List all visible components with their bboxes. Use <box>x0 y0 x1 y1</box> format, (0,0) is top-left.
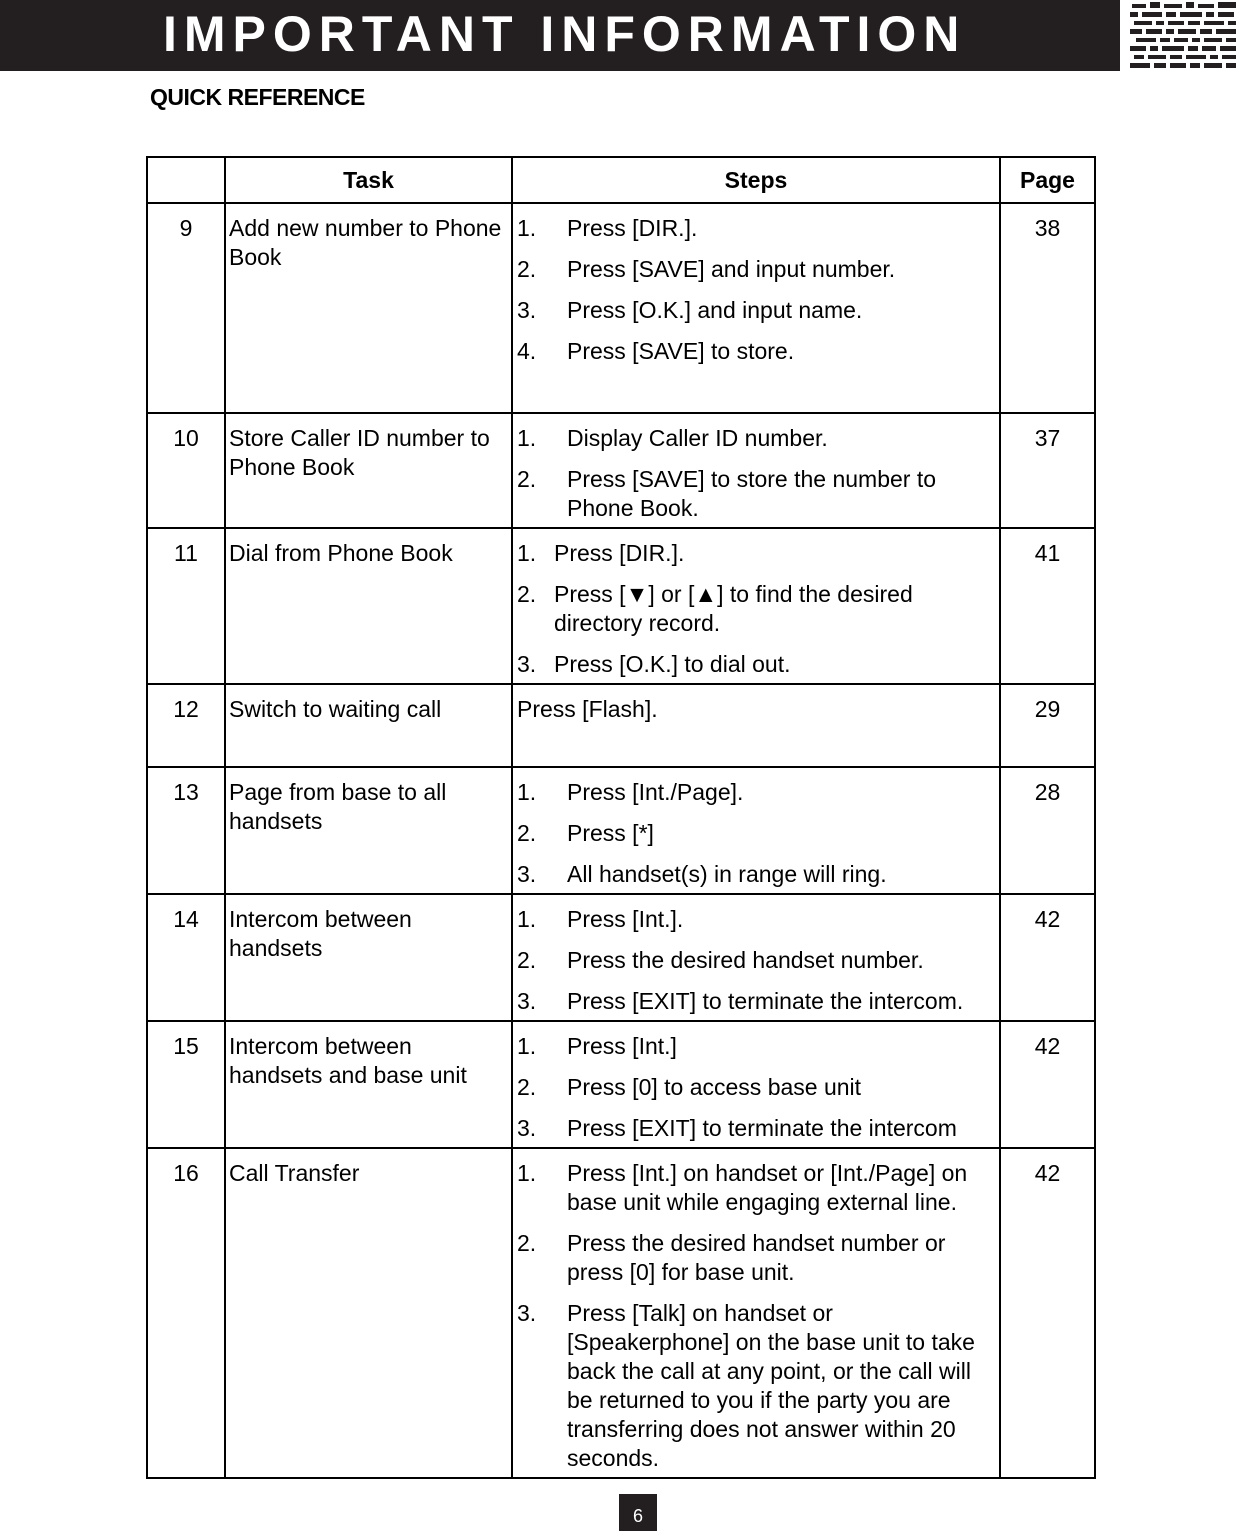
step-number: 1. <box>517 1160 537 1186</box>
steps-cell <box>512 894 1000 1021</box>
task-cell: Intercom between handsets <box>225 894 512 1021</box>
step-item <box>517 946 997 975</box>
table-row <box>147 413 1095 528</box>
table-row <box>147 1021 1095 1148</box>
row-number: 14 <box>147 894 225 1021</box>
steps-cell <box>512 413 1000 528</box>
step-item <box>517 1114 997 1143</box>
step-text: Press [Flash]. <box>517 696 658 722</box>
step-item <box>517 695 997 724</box>
page-ref-cell: 42 <box>1000 1021 1095 1148</box>
steps-cell <box>512 203 1000 413</box>
step-item <box>517 860 997 889</box>
page-title: IMPORTANT INFORMATION <box>163 6 967 62</box>
step-text: Press [O.K.] and input name. <box>567 297 863 323</box>
steps-cell <box>512 528 1000 684</box>
table-row <box>147 528 1095 684</box>
task-cell: Call Transfer <box>225 1148 512 1478</box>
table-header-row <box>147 157 1095 203</box>
step-item <box>517 580 997 638</box>
step-text: Press [Int.]. <box>567 906 684 932</box>
page-ref-cell: 28 <box>1000 767 1095 894</box>
step-number: 2. <box>517 820 537 846</box>
step-number: 2. <box>517 1230 537 1256</box>
section-title: QUICK REFERENCE <box>150 84 365 110</box>
step-text: Press [SAVE] to store the number to Phone Book. <box>567 466 937 521</box>
task-cell: Page from base to all handsets <box>225 767 512 894</box>
step-number: 1. <box>517 540 537 566</box>
step-number: 2. <box>517 1074 537 1100</box>
step-number: 3. <box>517 651 537 677</box>
page-ref-cell: 41 <box>1000 528 1095 684</box>
task-cell: Intercom between handsets and base unit <box>225 1021 512 1148</box>
step-number: 3. <box>517 988 537 1014</box>
step-text: Press [0] to access base unit <box>567 1074 862 1100</box>
column-header-page: Page <box>1000 157 1095 203</box>
table-row <box>147 684 1095 767</box>
row-number: 15 <box>147 1021 225 1148</box>
step-text: Press [Int.] <box>567 1033 677 1059</box>
step-text: Press [*] <box>567 820 654 846</box>
step-item <box>517 778 997 807</box>
task-cell: Dial from Phone Book <box>225 528 512 684</box>
step-number: 2. <box>517 466 537 492</box>
step-item <box>517 650 997 679</box>
page-ref-cell: 42 <box>1000 1148 1095 1478</box>
steps-cell <box>512 1148 1000 1478</box>
step-item <box>517 255 997 284</box>
row-number: 9 <box>147 203 225 413</box>
step-item <box>517 296 997 325</box>
step-text: Press the desired handset number. <box>567 947 924 973</box>
step-item <box>517 214 997 243</box>
step-item <box>517 1032 997 1061</box>
steps-cell <box>512 767 1000 894</box>
step-item <box>517 987 997 1016</box>
row-number: 16 <box>147 1148 225 1478</box>
step-number: 3. <box>517 1300 537 1326</box>
step-text: Press [Int.] on handset or [Int./Page] on base unit while engaging external line. <box>567 1160 968 1215</box>
step-number: 1. <box>517 425 537 451</box>
table-row <box>147 894 1095 1021</box>
step-number: 2. <box>517 947 537 973</box>
page-ref-cell: 29 <box>1000 684 1095 767</box>
page-ref-cell: 37 <box>1000 413 1095 528</box>
table-row <box>147 1148 1095 1478</box>
step-item <box>517 819 997 848</box>
step-text: Press [DIR.]. <box>554 540 685 566</box>
step-number: 3. <box>517 297 537 323</box>
row-number: 13 <box>147 767 225 894</box>
step-text: All handset(s) in range will ring. <box>567 861 887 887</box>
quick-reference-table <box>146 156 1096 1479</box>
step-text: Press [SAVE] to store. <box>567 338 795 364</box>
step-number: 4. <box>517 338 537 364</box>
step-number: 3. <box>517 1115 537 1141</box>
step-item <box>517 1299 997 1473</box>
step-number: 1. <box>517 1033 537 1059</box>
step-number: 2. <box>517 581 537 607</box>
step-text: Press the desired handset number or press [0] for base unit. <box>567 1230 946 1285</box>
page-ref-cell: 42 <box>1000 894 1095 1021</box>
step-item <box>517 1159 997 1217</box>
step-item <box>517 905 997 934</box>
step-text: Press [DIR.]. <box>567 215 698 241</box>
steps-cell <box>512 1021 1000 1148</box>
row-number: 10 <box>147 413 225 528</box>
row-number: 11 <box>147 528 225 684</box>
task-cell: Add new number to Phone Book <box>225 203 512 413</box>
step-item <box>517 337 997 366</box>
decorative-pattern <box>1130 2 1238 70</box>
step-item <box>517 465 997 523</box>
table-row <box>147 203 1095 413</box>
step-text: Press [Talk] on handset or [Speakerphone] on the base unit to take back the call at any point, or the call will be returned to you if the party you are transferring does not answer within 20 seconds. <box>567 1300 975 1471</box>
step-number: 2. <box>517 256 537 282</box>
column-header-num <box>147 157 225 203</box>
step-number: 1. <box>517 779 537 805</box>
step-text: Press [EXIT] to terminate the intercom. <box>567 988 964 1014</box>
step-text: Press [EXIT] to terminate the intercom <box>567 1115 957 1141</box>
steps-cell <box>512 684 1000 767</box>
step-text: Press [Int./Page]. <box>567 779 744 805</box>
step-text: Press [O.K.] to dial out. <box>554 651 791 677</box>
step-item <box>517 539 997 568</box>
step-number: 1. <box>517 906 537 932</box>
step-number: 1. <box>517 215 537 241</box>
column-header-task: Task <box>225 157 512 203</box>
step-item <box>517 1229 997 1287</box>
row-number: 12 <box>147 684 225 767</box>
step-text: Display Caller ID number. <box>567 425 828 451</box>
column-header-steps: Steps <box>512 157 1000 203</box>
task-cell: Store Caller ID number to Phone Book <box>225 413 512 528</box>
step-text: Press [SAVE] and input number. <box>567 256 896 282</box>
step-number: 3. <box>517 861 537 887</box>
page-number: 6 <box>619 1494 657 1531</box>
table-row <box>147 767 1095 894</box>
task-cell: Switch to waiting call <box>225 684 512 767</box>
step-text: Press [▼] or [▲] to find the desired directory record. <box>554 581 913 636</box>
step-item <box>517 1073 997 1102</box>
step-item <box>517 424 997 453</box>
page-ref-cell: 38 <box>1000 203 1095 413</box>
